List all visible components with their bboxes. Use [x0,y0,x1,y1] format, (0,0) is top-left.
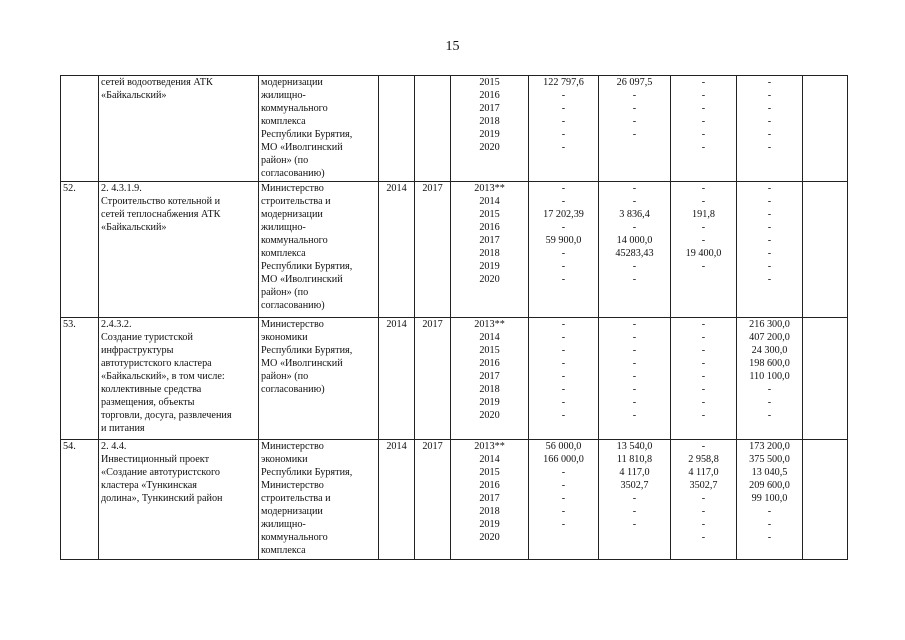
funding-col-2-value: - [632,261,637,272]
funding-col-1-value: 17 202,39 [543,209,584,220]
year-value: 2019 [479,519,500,530]
funding-col-3 [671,318,737,440]
funding-col-4-value: - [767,274,772,285]
year-value: 2014 [479,454,500,465]
funding-col-3-value: - [701,332,706,343]
row-number: 52. [61,182,99,318]
funding-col-4-value: 173 200,0 [749,441,790,452]
funding-col-2-value: - [632,129,637,140]
empty-column [803,182,848,318]
funding-col-3-value: - [701,196,706,207]
year-value: 2015 [479,467,500,478]
start-year: 2014 [379,440,415,560]
funding-col-4-value: - [767,209,772,220]
funding-col-1-value: - [561,384,566,395]
end-year [415,76,451,182]
start-year: 2014 [379,182,415,318]
funding-col-2-value: 11 810,8 [616,454,653,465]
table-row [61,318,848,440]
funding-col-1-value: - [561,480,566,491]
funding-col-2-value: 45283,43 [615,248,654,259]
funding-col-3-value: - [701,235,706,246]
year-value: 2016 [479,480,500,491]
funding-col-1-value: - [561,319,566,330]
year-value: 2014 [479,332,500,343]
executor: модернизации жилищно- коммунального комплекса Республики Бурятия, МО «Иволгинский район» (по согласованию) [259,76,379,182]
funding-col-2-value: - [632,410,637,421]
year-value: 2017 [479,371,500,382]
year-value: 2016 [479,90,500,101]
funding-col-4-value: - [767,261,772,272]
funding-col-3-value: - [701,129,706,140]
funding-col-3-value: - [701,77,706,88]
funding-col-1-value: - [561,142,566,153]
funding-col-3-value: - [701,90,706,101]
funding-col-2-value: - [632,332,637,343]
funding-col-1-value: - [561,103,566,114]
year-value: 2020 [479,532,500,543]
funding-col-2 [599,76,671,182]
funding-col-4-value: - [767,410,772,421]
funding-col-3 [671,76,737,182]
funding-col-4-value: 209 600,0 [749,480,790,491]
funding-col-3-value: - [701,103,706,114]
funding-col-4-value: 216 300,0 [749,319,790,330]
funding-col-4-value: - [767,129,772,140]
funding-col-1-value: - [561,222,566,233]
table-body [61,76,848,560]
year-value: 2015 [479,77,500,88]
row-number: 54. [61,440,99,560]
funding-col-1-value: - [561,183,566,194]
year-value: 2020 [479,410,500,421]
funding-col-1-value: - [561,116,566,127]
funding-col-1-value: 56 000,0 [545,441,582,452]
year-value: 2015 [479,209,500,220]
funding-col-2-value: - [632,274,637,285]
funding-col-4-value: - [767,397,772,408]
funding-col-1 [529,182,599,318]
funding-col-1-value: - [561,371,566,382]
funding-col-4 [737,318,803,440]
year-value: 2018 [479,248,500,259]
table-row [61,182,848,318]
year-value: 2020 [479,142,500,153]
year-value: 2014 [479,196,500,207]
row-number [61,76,99,182]
funding-col-1-value: - [561,248,566,259]
funding-col-4-value: - [767,532,772,543]
table-row [61,440,848,560]
funding-col-3-value: 2 958,8 [688,454,719,465]
funding-col-2-value: 26 097,5 [616,77,653,88]
funding-col-1-value: 59 900,0 [545,235,582,246]
executor: Министерство экономики Республики Бурятия, МО «Иволгинский район» (по согласованию) [259,318,379,440]
funding-col-3-value: - [701,493,706,504]
year-value: 2015 [479,345,500,356]
funding-col-4-value: - [767,506,772,517]
funding-col-3-value: - [701,441,706,452]
funding-col-2-value: - [632,103,637,114]
funding-col-1-value: - [561,506,566,517]
funding-col-4-value: - [767,90,772,101]
year-value: 2020 [479,274,500,285]
funding-col-4-value: - [767,116,772,127]
funding-col-3-value: - [701,532,706,543]
funding-col-4-value: 198 600,0 [749,358,790,369]
funding-col-3-value: - [701,261,706,272]
year [451,318,529,440]
funding-col-1-value [531,531,596,544]
funding-col-1-value: - [561,397,566,408]
funding-col-1-value: 122 797,6 [543,77,584,88]
funding-col-1-value: - [561,519,566,530]
funding-col-4-value: 13 040,5 [751,467,788,478]
funding-col-1 [529,440,599,560]
funding-col-1-value: - [561,129,566,140]
funding-col-4-value: - [767,519,772,530]
year-value: 2017 [479,235,500,246]
funding-col-2-value [601,531,668,544]
funding-col-2-value: 3502,7 [620,480,649,491]
funding-col-4-value: - [767,77,772,88]
funding-col-2-value: - [632,196,637,207]
funding-col-3-value: - [701,384,706,395]
funding-col-3-value: - [701,358,706,369]
funding-col-4-value: 99 100,0 [751,493,788,504]
funding-col-1-value: - [561,345,566,356]
funding-col-1-value: - [561,196,566,207]
funding-col-2-value: - [632,222,637,233]
funding-col-4 [737,440,803,560]
funding-col-3-value: 4 117,0 [688,467,719,478]
year [451,182,529,318]
funding-col-1-value: - [561,358,566,369]
year-value: 2019 [479,397,500,408]
funding-col-3-value: - [701,183,706,194]
funding-col-1 [529,318,599,440]
activity-name: 2.4.3.2. Создание туристской инфраструктуры автотуристского кластера «Байкальский», в том числе: коллективные средства размещения, объекты торговли, досуга, развлечения и питания [99,318,259,440]
funding-col-4-value: - [767,183,772,194]
year-value: 2018 [479,384,500,395]
funding-col-3-value: 19 400,0 [685,248,722,259]
activity-name: 2. 4.4. Инвестиционный проект «Создание автотуристского кластера «Тункинская долина», Тункинский район [99,440,259,560]
funding-col-2-value: - [632,358,637,369]
funding-col-1-value: 166 000,0 [543,454,584,465]
funding-col-2-value: 4 117,0 [619,467,650,478]
funding-col-1-value: - [561,274,566,285]
executor: Министерство экономики Республики Бурятия, Министерство строительства и модернизации жилищно- коммунального комплекса [259,440,379,560]
funding-col-3-value: - [701,142,706,153]
funding-col-4-value: - [767,222,772,233]
funding-col-2 [599,440,671,560]
funding-col-2 [599,318,671,440]
funding-col-4-value: - [767,142,772,153]
funding-col-2-value: - [632,183,637,194]
year-value: 2013** [474,441,505,452]
funding-col-3-value: 191,8 [692,209,715,220]
funding-col-1-value: - [561,467,566,478]
activity-name: сетей водоотведения АТК «Байкальский» [99,76,259,182]
row-number: 53. [61,318,99,440]
funding-col-4 [737,76,803,182]
funding-col-2-value: - [632,116,637,127]
funding-col-3-value: - [701,222,706,233]
end-year: 2017 [415,182,451,318]
funding-col-2-value: - [632,384,637,395]
funding-col-1-value: - [561,261,566,272]
funding-col-3-value: - [701,345,706,356]
funding-col-3-value [673,273,734,286]
funding-col-2 [599,182,671,318]
funding-col-2-value: 3 836,4 [619,209,650,220]
year-value: 2018 [479,116,500,127]
start-year [379,76,415,182]
year-value: 2016 [479,358,500,369]
funding-col-2-value: - [632,371,637,382]
funding-col-2-value [601,141,668,154]
funding-col-4 [737,182,803,318]
funding-col-2-value: 13 540,0 [616,441,653,452]
funding-col-3-value: - [701,371,706,382]
funding-col-2-value: - [632,319,637,330]
funding-col-2-value: - [632,345,637,356]
funding-col-4-value: - [767,235,772,246]
funding-col-4-value: - [767,384,772,395]
funding-col-1-value: - [561,90,566,101]
funding-col-4-value: 110 100,0 [749,371,790,382]
funding-col-2-value: - [632,519,637,530]
empty-column [803,76,848,182]
funding-col-2-value: 14 000,0 [616,235,653,246]
year-value: 2016 [479,222,500,233]
year-value: 2019 [479,261,500,272]
funding-col-2-value: - [632,493,637,504]
program-activities-table [60,75,848,560]
page-number: 15 [445,39,460,54]
year-value: 2018 [479,506,500,517]
year [451,440,529,560]
year-value: 2017 [479,103,500,114]
funding-col-3-value: - [701,319,706,330]
funding-col-1-value: - [561,493,566,504]
funding-col-4-value: - [767,196,772,207]
empty-column [803,440,848,560]
funding-col-4-value: 24 300,0 [751,345,788,356]
year-value: 2019 [479,129,500,140]
table-row [61,76,848,182]
funding-col-4-value: - [767,248,772,259]
year [451,76,529,182]
funding-col-2-value: - [632,506,637,517]
activity-name: 2. 4.3.1.9. Строительство котельной и сетей теплоснабжения АТК «Байкальский» [99,182,259,318]
funding-col-3-value: - [701,116,706,127]
start-year: 2014 [379,318,415,440]
funding-col-4-value: 407 200,0 [749,332,790,343]
empty-column [803,318,848,440]
funding-col-4-value: 375 500,0 [749,454,790,465]
funding-col-3-value: - [701,410,706,421]
funding-col-2-value: - [632,90,637,101]
funding-col-1 [529,76,599,182]
year-value: 2013** [474,319,505,330]
funding-col-3 [671,440,737,560]
funding-col-2-value: - [632,397,637,408]
executor: Министерство строительства и модернизации жилищно- коммунального комплекса Республики Бурятия, МО «Иволгинский район» (по согласованию) [259,182,379,318]
year-value: 2013** [474,183,505,194]
funding-col-3-value: - [701,519,706,530]
funding-col-3-value: - [701,397,706,408]
funding-col-3-value: - [701,506,706,517]
funding-col-3-value: 3502,7 [689,480,718,491]
end-year: 2017 [415,318,451,440]
funding-col-3 [671,182,737,318]
year-value: 2017 [479,493,500,504]
funding-col-1-value: - [561,410,566,421]
funding-col-1-value: - [561,332,566,343]
end-year: 2017 [415,440,451,560]
funding-col-4-value: - [767,103,772,114]
